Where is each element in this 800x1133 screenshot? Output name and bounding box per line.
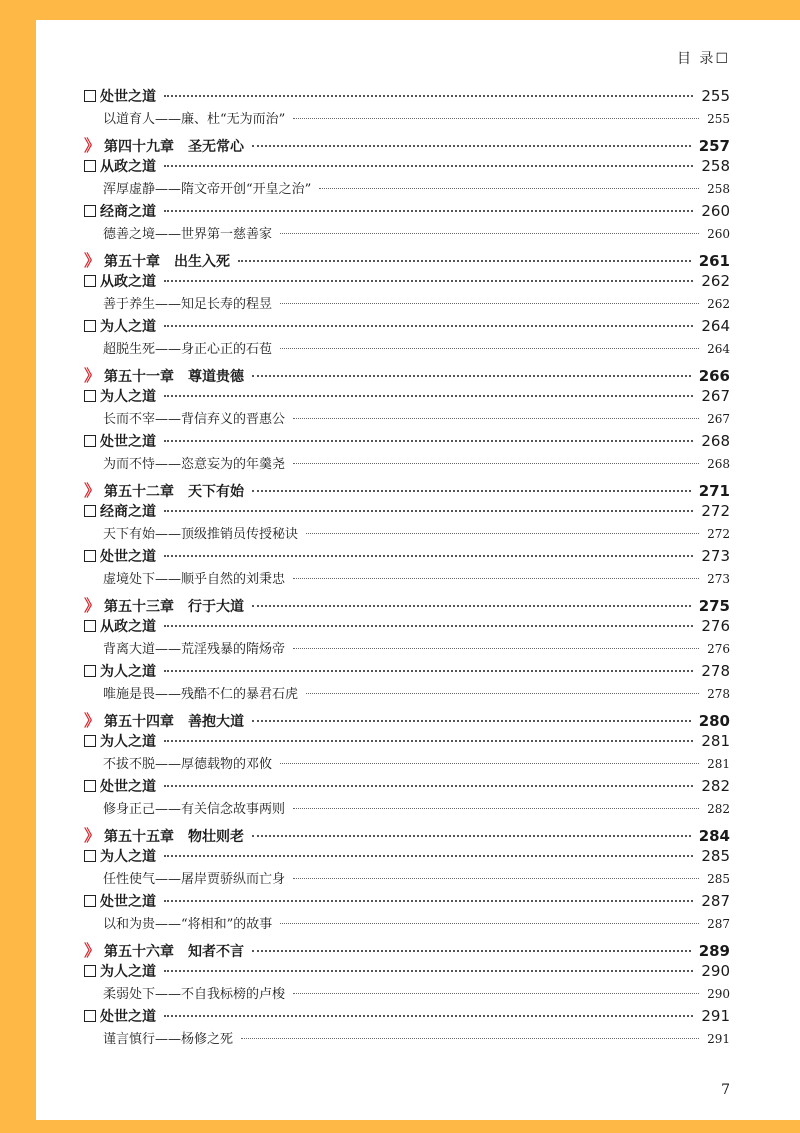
checkbox-icon [84, 1010, 96, 1022]
toc-page-number: 284 [698, 827, 730, 845]
toc-title: 处世之道 [100, 89, 156, 105]
toc-page-number: 272 [707, 527, 730, 541]
dot-leader [164, 855, 693, 857]
toc-section[interactable] [84, 86, 730, 108]
checkbox-icon [84, 160, 96, 172]
toc-title: 处世之道 [100, 1009, 156, 1025]
toc-page-number: 278 [707, 687, 730, 701]
dot-leader [280, 923, 699, 924]
chapter-marker-icon: 》 [84, 251, 101, 270]
toc-page-number: 273 [701, 547, 730, 565]
toc-title: 第五十五章 物壮则老 [104, 829, 244, 845]
toc-title: 唯施是畏——残酷不仁的暴君石虎 [103, 687, 299, 702]
toc-chapter[interactable] [84, 938, 730, 961]
dot-leader [252, 720, 691, 722]
checkbox-icon [84, 505, 96, 517]
toc-section[interactable] [84, 616, 730, 638]
toc-page [36, 20, 800, 1120]
dot-leader [293, 418, 699, 419]
toc-section[interactable] [84, 891, 730, 913]
header-title: 目 录 [676, 51, 716, 67]
toc-section[interactable] [84, 776, 730, 798]
chapter-marker-icon: 》 [84, 596, 101, 615]
dot-leader [252, 950, 691, 952]
toc-page-number: 258 [707, 182, 730, 196]
toc-title: 任性使气——屠岸贾骄纵而亡身 [103, 872, 286, 887]
checkbox-icon [84, 735, 96, 747]
toc-story[interactable] [84, 408, 730, 431]
toc-chapter[interactable] [84, 593, 730, 616]
chapter-marker-icon: 》 [84, 136, 101, 155]
toc-chapter[interactable] [84, 478, 730, 501]
toc-page-number: 290 [707, 987, 730, 1001]
dot-leader [280, 348, 699, 349]
toc-story[interactable] [84, 798, 730, 821]
dot-leader [164, 1015, 693, 1017]
toc-title: 从政之道 [100, 159, 156, 175]
dot-leader [238, 260, 691, 262]
toc-page-number: 260 [707, 227, 730, 241]
dot-leader [164, 625, 693, 627]
dot-leader [164, 395, 693, 397]
toc-title: 为人之道 [100, 664, 156, 680]
toc-title: 第四十九章 圣无常心 [104, 139, 244, 155]
chapter-marker-icon: 》 [84, 366, 101, 385]
toc-title: 第五十一章 尊道贵德 [104, 369, 244, 385]
toc-page-number: 285 [701, 847, 730, 865]
toc-title: 处世之道 [100, 549, 156, 565]
toc-page-number: 268 [707, 457, 730, 471]
dot-leader [280, 233, 699, 234]
toc-section[interactable] [84, 386, 730, 408]
toc-title: 处世之道 [100, 894, 156, 910]
toc-title: 以道育人——廉、杜“无为而治” [103, 112, 286, 127]
toc-section[interactable] [84, 961, 730, 983]
toc-page-number: 267 [707, 412, 730, 426]
dot-leader [280, 763, 699, 764]
dot-leader [164, 670, 693, 672]
toc-story[interactable] [84, 1028, 730, 1051]
toc-page-number: 258 [701, 157, 730, 175]
toc-title: 第五十章 出生入死 [104, 254, 230, 270]
toc-title: 天下有始——顶级推销员传授秘诀 [103, 527, 299, 542]
toc-page-number: 287 [707, 917, 730, 931]
toc-title: 为人之道 [100, 849, 156, 865]
toc-section[interactable] [84, 546, 730, 568]
toc-page-number: 268 [701, 432, 730, 450]
toc-story[interactable] [84, 683, 730, 706]
checkbox-icon [84, 850, 96, 862]
toc-page-number: 276 [701, 617, 730, 635]
toc-section[interactable] [84, 846, 730, 868]
toc-page-number: 282 [707, 802, 730, 816]
toc-page-number: 291 [701, 1007, 730, 1025]
toc-story[interactable] [84, 638, 730, 661]
toc-title: 虚境处下——顺乎自然的刘秉忠 [103, 572, 286, 587]
checkbox-icon [84, 665, 96, 677]
dot-leader [280, 303, 699, 304]
checkbox-icon [84, 390, 96, 402]
checkbox-icon [84, 965, 96, 977]
toc-title: 处世之道 [100, 779, 156, 795]
toc-story[interactable] [84, 913, 730, 936]
checkbox-icon [84, 550, 96, 562]
toc-title: 德善之境——世界第一慈善家 [103, 227, 273, 242]
toc-story[interactable] [84, 223, 730, 246]
toc-page-number: 281 [707, 757, 730, 771]
toc-title: 浑厚虚静——隋文帝开创“开皇之治” [103, 182, 312, 197]
chapter-marker-icon: 》 [84, 826, 101, 845]
dot-leader [164, 280, 693, 282]
dot-leader [252, 490, 691, 492]
checkbox-icon: ☐ [715, 51, 730, 67]
toc-page-number: 264 [701, 317, 730, 335]
toc-page-number: 280 [698, 712, 730, 730]
toc-page-number: 287 [701, 892, 730, 910]
chapter-marker-icon: 》 [84, 711, 101, 730]
toc-section[interactable] [84, 661, 730, 683]
checkbox-icon [84, 895, 96, 907]
toc-title: 从政之道 [100, 619, 156, 635]
dot-leader [164, 165, 693, 167]
dot-leader [293, 463, 699, 464]
toc-page-number: 275 [698, 597, 730, 615]
chapter-marker-icon: 》 [84, 481, 101, 500]
toc-title: 为人之道 [100, 964, 156, 980]
checkbox-icon [84, 620, 96, 632]
checkbox-icon [84, 320, 96, 332]
toc-story[interactable] [84, 178, 730, 201]
toc-section[interactable] [84, 271, 730, 293]
toc-title: 经商之道 [100, 204, 156, 220]
dot-leader [252, 835, 691, 837]
toc-page-number: 262 [707, 297, 730, 311]
toc-page-number: 278 [701, 662, 730, 680]
toc-section[interactable] [84, 1006, 730, 1028]
dot-leader [164, 900, 693, 902]
dot-leader [293, 118, 699, 119]
toc-page-number: 276 [707, 642, 730, 656]
toc-page-number: 271 [698, 482, 730, 500]
toc-title: 柔弱处下——不自我标榜的卢梭 [103, 987, 286, 1002]
table-of-contents [84, 86, 730, 1051]
dot-leader [164, 970, 693, 972]
dot-leader [164, 440, 693, 442]
dot-leader [293, 878, 699, 879]
checkbox-icon [84, 780, 96, 792]
dot-leader [252, 605, 691, 607]
toc-chapter[interactable] [84, 363, 730, 386]
toc-page-number: 267 [701, 387, 730, 405]
toc-page-number: 255 [701, 87, 730, 105]
toc-page-number: 289 [698, 942, 730, 960]
dot-leader [293, 808, 699, 809]
toc-page-number: 262 [701, 272, 730, 290]
toc-title: 善于养生——知足长寿的程昱 [103, 297, 273, 312]
dot-leader [164, 210, 693, 212]
chapter-marker-icon: 》 [84, 941, 101, 960]
toc-chapter[interactable] [84, 248, 730, 271]
toc-title: 处世之道 [100, 434, 156, 450]
toc-story[interactable] [84, 523, 730, 546]
toc-story[interactable] [84, 293, 730, 316]
toc-title: 第五十二章 天下有始 [104, 484, 244, 500]
dot-leader [164, 555, 693, 557]
dot-leader [306, 693, 699, 694]
toc-page-number: 273 [707, 572, 730, 586]
toc-story[interactable] [84, 753, 730, 776]
toc-section[interactable] [84, 316, 730, 338]
toc-story[interactable] [84, 108, 730, 131]
toc-title: 以和为贵——“将相和”的故事 [103, 917, 273, 932]
toc-title: 为人之道 [100, 319, 156, 335]
toc-page-number: 261 [698, 252, 730, 270]
toc-story[interactable] [84, 338, 730, 361]
toc-section[interactable] [84, 156, 730, 178]
dot-leader [164, 325, 693, 327]
toc-title: 谨言慎行——杨修之死 [103, 1032, 234, 1047]
toc-page-number: 290 [701, 962, 730, 980]
toc-page-number: 264 [707, 342, 730, 356]
dot-leader [306, 533, 699, 534]
toc-story[interactable] [84, 983, 730, 1006]
checkbox-icon [84, 275, 96, 287]
dot-leader [293, 648, 699, 649]
toc-section[interactable] [84, 431, 730, 453]
toc-page-number: 266 [698, 367, 730, 385]
toc-title: 第五十三章 行于大道 [104, 599, 244, 615]
toc-story[interactable] [84, 568, 730, 591]
toc-chapter[interactable] [84, 133, 730, 156]
toc-title: 为人之道 [100, 734, 156, 750]
toc-title: 不拔不脱——厚德载物的邓攸 [103, 757, 273, 772]
toc-title: 第五十六章 知者不言 [104, 944, 244, 960]
dot-leader [252, 375, 691, 377]
checkbox-icon [84, 205, 96, 217]
toc-title: 第五十四章 善抱大道 [104, 714, 244, 730]
toc-title: 从政之道 [100, 274, 156, 290]
toc-page-number: 272 [701, 502, 730, 520]
toc-title: 为而不恃——恣意妄为的年羹尧 [103, 457, 286, 472]
dot-leader [164, 785, 693, 787]
dot-leader [164, 510, 693, 512]
toc-page-number: 285 [707, 872, 730, 886]
dot-leader [252, 145, 691, 147]
checkbox-icon [84, 90, 96, 102]
toc-section[interactable] [84, 731, 730, 753]
page-header [677, 48, 730, 68]
toc-story[interactable] [84, 453, 730, 476]
dot-leader [241, 1038, 699, 1039]
dot-leader [164, 740, 693, 742]
toc-page-number: 291 [707, 1032, 730, 1046]
toc-page-number: 257 [698, 137, 730, 155]
toc-title: 长而不宰——背信弃义的晋惠公 [103, 412, 286, 427]
page-number: 7 [721, 1082, 730, 1098]
toc-chapter[interactable] [84, 823, 730, 846]
dot-leader [319, 188, 699, 189]
toc-page-number: 281 [701, 732, 730, 750]
toc-title: 背离大道——荒淫残暴的隋炀帝 [103, 642, 286, 657]
dot-leader [164, 95, 693, 97]
toc-page-number: 255 [707, 112, 730, 126]
toc-chapter[interactable] [84, 708, 730, 731]
dot-leader [293, 578, 699, 579]
toc-page-number: 282 [701, 777, 730, 795]
toc-title: 经商之道 [100, 504, 156, 520]
toc-section[interactable] [84, 201, 730, 223]
toc-page-number: 260 [701, 202, 730, 220]
toc-section[interactable] [84, 501, 730, 523]
checkbox-icon [84, 435, 96, 447]
toc-title: 修身正己——有关信念故事两则 [103, 802, 286, 817]
toc-story[interactable] [84, 868, 730, 891]
dot-leader [293, 993, 699, 994]
toc-title: 超脱生死——身正心正的石苞 [103, 342, 273, 357]
toc-title: 为人之道 [100, 389, 156, 405]
